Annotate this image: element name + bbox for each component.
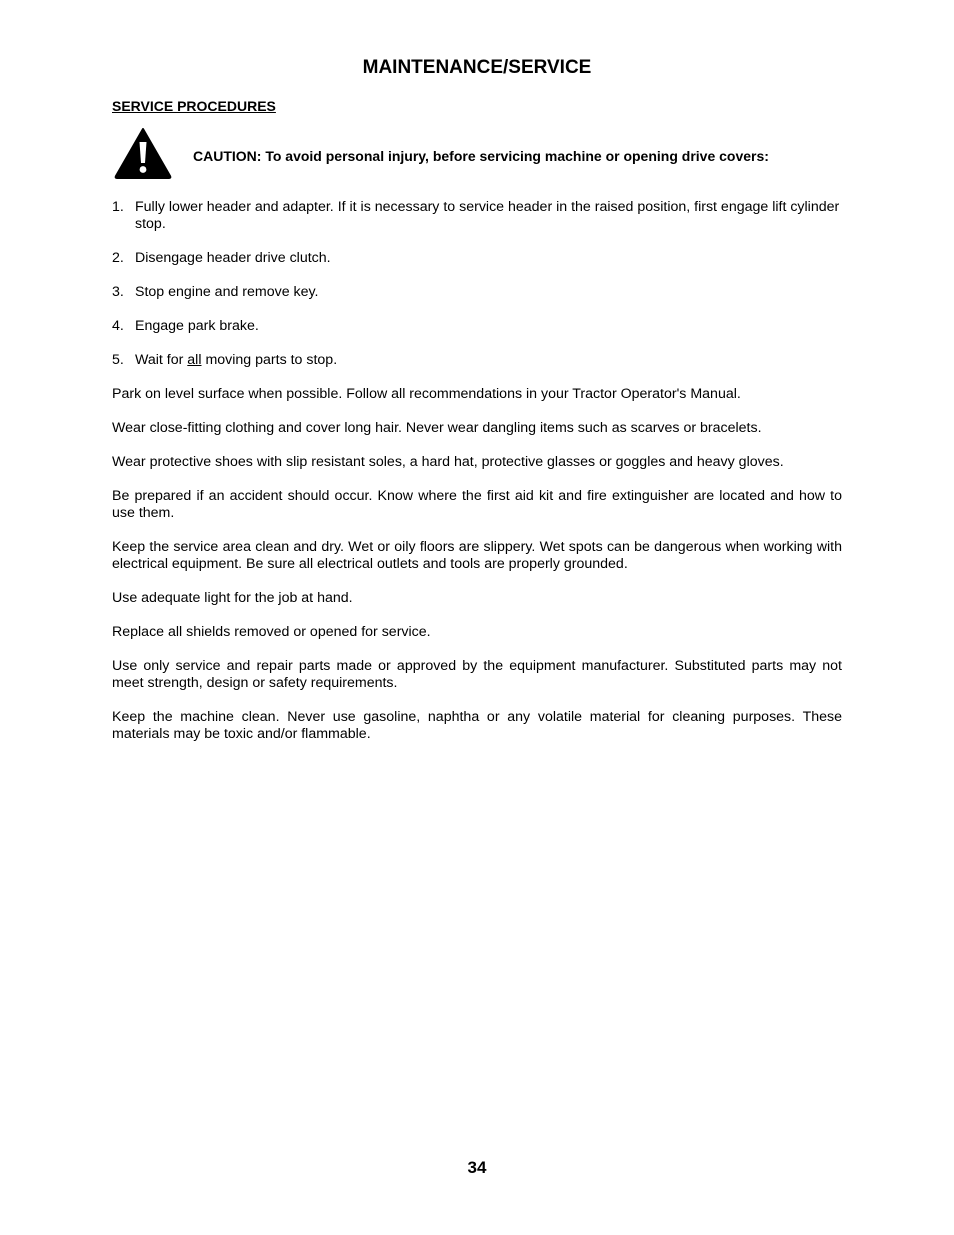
caution-notice	[112, 127, 852, 181]
paragraph: Be prepared if an accident should occur. Know where the first aid kit and fire extinguisher are located and how to use them.	[112, 488, 842, 521]
paragraph: Park on level surface when possible. Follow all recommendations in your Tractor Operator's Manual.	[112, 386, 741, 402]
paragraph: Replace all shields removed or opened for service.	[112, 624, 431, 640]
list-item	[112, 250, 842, 267]
list-item	[112, 284, 842, 301]
paragraph: Keep the machine clean. Never use gasoline, naphtha or any volatile material for cleaning purposes. These materials may be toxic and/or flammable.	[112, 709, 842, 742]
step-text	[135, 352, 842, 369]
page-title: MAINTENANCE/SERVICE	[362, 57, 592, 78]
paragraph: Wear protective shoes with slip resistant soles, a hard hat, protective glasses or goggles and heavy gloves.	[112, 454, 784, 470]
list-item	[112, 199, 842, 233]
step-text: Disengage header drive clutch.	[135, 250, 331, 266]
caution-text: CAUTION: To avoid personal injury, before servicing machine or opening drive covers:	[193, 148, 769, 164]
step-number: 2.	[112, 250, 124, 266]
paragraph: Use only service and repair parts made or approved by the equipment manufacturer. Substituted parts may not meet strength, design or safety requirements.	[112, 658, 842, 691]
step-text-emphasis: all	[187, 352, 202, 368]
paragraph: Use adequate light for the job at hand.	[112, 590, 353, 606]
step-number: 3.	[112, 284, 124, 300]
section-heading: SERVICE PROCEDURES	[112, 98, 276, 114]
paragraph: Wear close-fitting clothing and cover long hair. Never wear dangling items such as scarves or bracelets.	[112, 420, 762, 436]
step-number: 5.	[112, 352, 124, 368]
step-text: Stop engine and remove key.	[135, 284, 319, 300]
page-number: 34	[467, 1158, 487, 1177]
list-item	[112, 318, 842, 335]
warning-triangle-icon	[114, 127, 172, 179]
step-text-pre: Wait for	[135, 352, 188, 368]
step-number: 4.	[112, 318, 124, 334]
step-text: Engage park brake.	[135, 318, 259, 334]
step-text-post: moving parts to stop.	[201, 352, 338, 368]
step-number: 1.	[112, 199, 124, 215]
paragraph: Keep the service area clean and dry. Wet or oily floors are slippery. Wet spots can be dangerous when working with electrical equipment. Be sure all electrical outlets and tools are properly grounded.	[112, 539, 842, 572]
body-content	[112, 199, 842, 760]
step-text: Fully lower header and adapter. If it is necessary to service header in the raised position, first engage lift cylinder stop.	[135, 199, 840, 232]
list-item	[112, 352, 842, 369]
